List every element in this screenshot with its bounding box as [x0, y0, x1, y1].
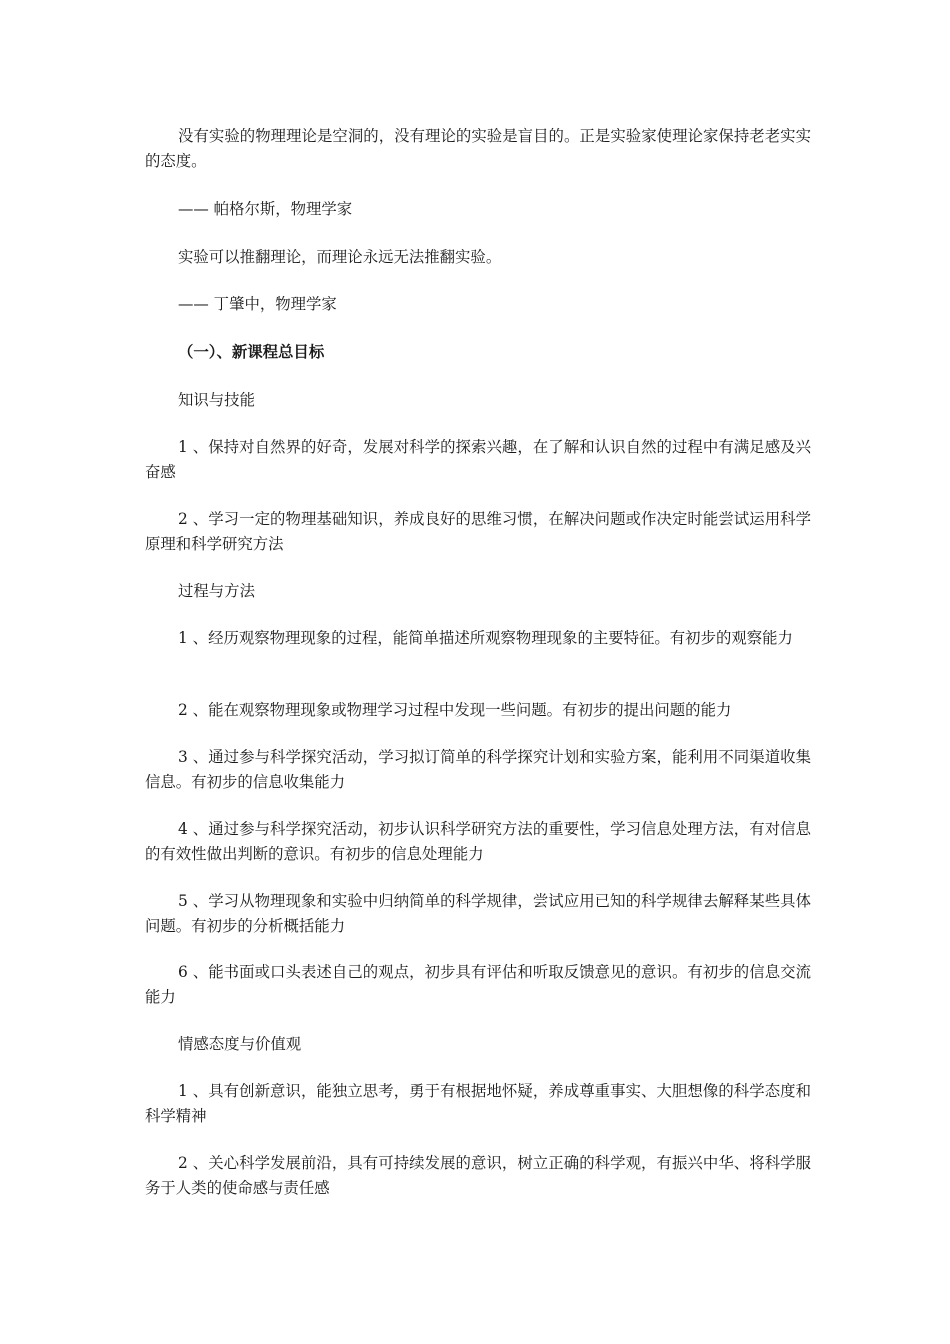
process-item-5: 5 、学习从物理现象和实验中归纳简单的科学规律，尝试应用已知的科学规律去解释某些具体问题。有初步的分析概括能力	[145, 892, 811, 935]
process-item-3: 3 、通过参与科学探究活动，学习拟订简单的科学探究计划和实验方案，能利用不同渠道收集信息。有初步的信息收集能力	[145, 748, 811, 791]
quote-pagels: 没有实验的物理理论是空洞的，没有理论的实验是盲目的。正是实验家使理论家保持老老实实的态度。	[145, 127, 811, 170]
process-item-1: 1 、经历观察物理现象的过程，能简单描述所观察物理现象的主要特征。有初步的观察能力	[178, 629, 793, 647]
attitude-item-2: 2 、关心科学发展前沿，具有可持续发展的意识，树立正确的科学观，有振兴中华、将科学服务于人类的使命感与责任感	[145, 1154, 811, 1197]
quote-attribution-pagels: —— 帕格尔斯，物理学家	[178, 200, 353, 218]
section-heading: （一）、新课程总目标	[178, 343, 325, 361]
knowledge-item-2: 2 、学习一定的物理基础知识，养成良好的思维习惯，在解决问题或作决定时能尝试运用科学原理和科学研究方法	[145, 510, 811, 553]
subheading-knowledge-skills: 知识与技能	[178, 391, 255, 409]
quote-ding: 实验可以推翻理论，而理论永远无法推翻实验。	[178, 248, 502, 266]
knowledge-item-1: 1 、保持对自然界的好奇，发展对科学的探索兴趣，在了解和认识自然的过程中有满足感及兴奋感	[145, 438, 811, 481]
quote-attribution-ding: —— 丁肇中，物理学家	[178, 295, 337, 313]
attitude-item-1: 1 、具有创新意识，能独立思考，勇于有根据地怀疑，养成尊重事实、大胆想像的科学态度和科学精神	[145, 1082, 811, 1125]
process-item-4: 4 、通过参与科学探究活动，初步认识科学研究方法的重要性，学习信息处理方法，有对信息的有效性做出判断的意识。有初步的信息处理能力	[145, 820, 811, 863]
process-item-2: 2 、能在观察物理现象或物理学习过程中发现一些问题。有初步的提出问题的能力	[178, 701, 732, 719]
subheading-process-methods: 过程与方法	[178, 582, 255, 600]
process-item-6: 6 、能书面或口头表述自己的观点，初步具有评估和听取反馈意见的意识。有初步的信息交流能力	[145, 963, 811, 1006]
subheading-attitudes-values: 情感态度与价值观	[178, 1035, 302, 1053]
